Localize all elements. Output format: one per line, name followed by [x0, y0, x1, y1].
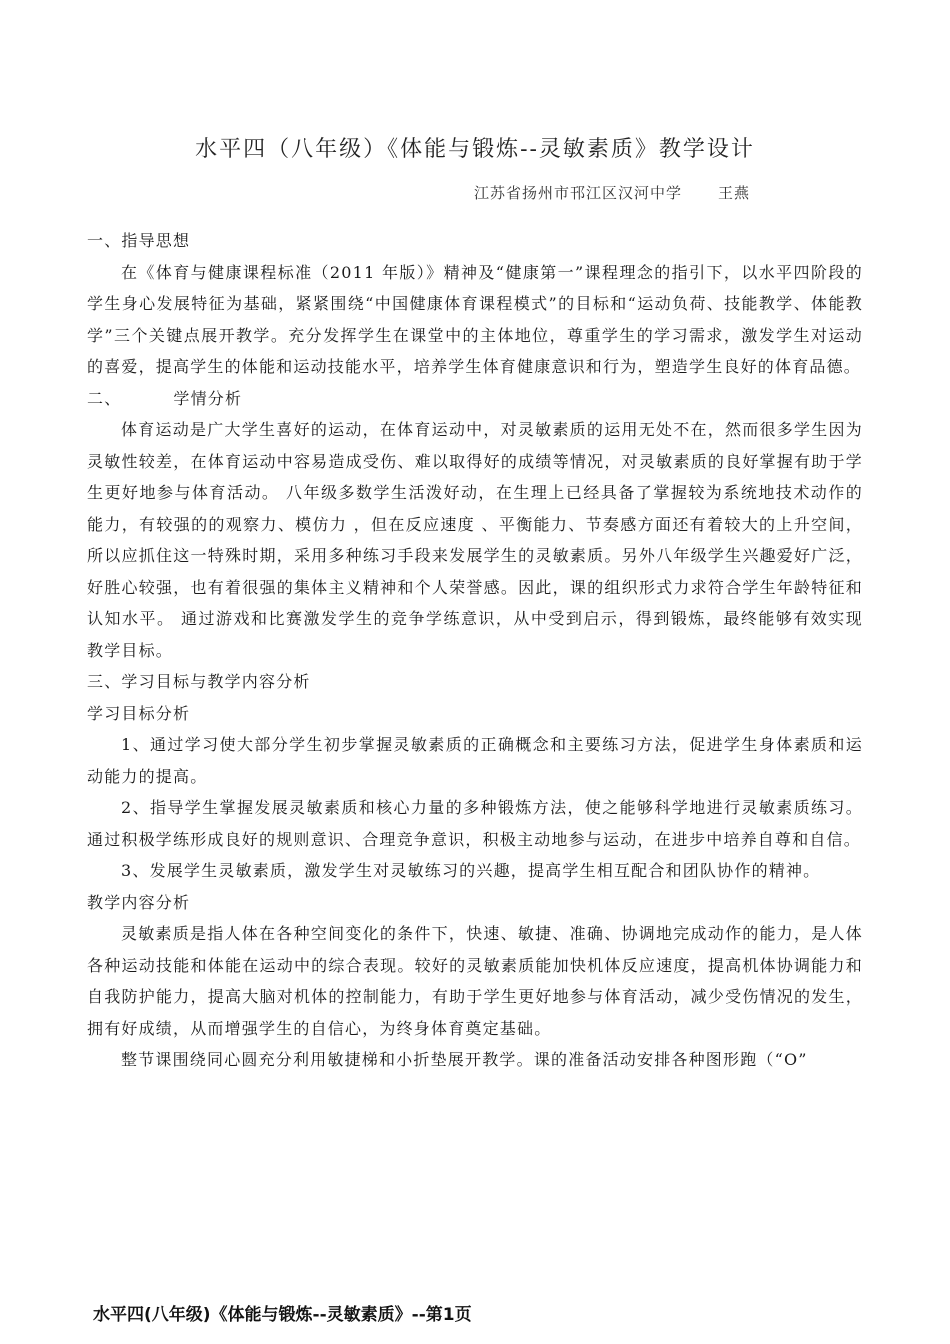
section-heading-objectives: 三、学习目标与教学内容分析 — [87, 672, 311, 691]
paragraph-student-analysis: 体育运动是广大学生喜好的运动，在体育运动中，对灵敏素质的运用无处不在，然而很多学生因为灵敏性较差，在体育运动中容易造成受伤、难以取得好的成绩等情况，对灵敏素质的良好掌握有助于学生更好地参与体育活动。 八年级多数学生活泼好动，在生理上已经具备了掌握较为系统地技术动作的能力，有较强的的观察力、模仿力 ，但在反应速度 、平衡能力、节奏感方面还有着较大的上升空间， 所以应抓住这一特殊时期，采用多种练习手段来发展学生的灵敏素质。另外八年级学生兴趣爱好广泛， 好胜心较强，也有着很强的集体主义精神和个人荣誉感。因此，课的组织形式力求符合学生年龄特征和认知水平。 通过游戏和比赛激发学生的竞争学练意识，从中受到启示，得到锻炼，最终能够有效实现教学目标。 — [87, 420, 863, 660]
section-heading-guiding-thought: 一、指导思想 — [87, 231, 191, 250]
author-organization: 江苏省扬州市邗江区汉河中学 — [474, 184, 683, 202]
subheading-content-analysis: 教学内容分析 — [87, 892, 191, 912]
author-line — [474, 182, 750, 203]
objective-item-1: 1、通过学习使大部分学生初步掌握灵敏素质的正确概念和主要练习方法，促进学生身体素质和运动能力的提高。 — [87, 735, 863, 786]
objective-item-2: 2、指导学生掌握发展灵敏素质和核心力量的多种锻炼方法，使之能够科学地进行灵敏素质练习。通过积极学练形成良好的规则意识、合理竞争意识，积极主动地参与运动，在进步中培养自尊和自信。 — [87, 798, 863, 849]
document-body — [87, 225, 863, 1076]
document-title: 水平四（八年级）《体能与锻炼--灵敏素质》教学设计 — [195, 137, 755, 162]
author-name: 王燕 — [718, 184, 751, 202]
section-number: 二、 — [87, 388, 122, 408]
section-title: 学情分析 — [173, 388, 243, 408]
paragraph-content-analysis-2: 整节课围绕同心圆充分利用敏捷梯和小折垫展开教学。课的准备活动安排各种图形跑（“O” — [121, 1050, 808, 1069]
subheading-objective-analysis: 学习目标分析 — [87, 703, 191, 723]
paragraph-content-analysis-1: 灵敏素质是指人体在各种空间变化的条件下，快速、敏捷、准确、协调地完成动作的能力，是人体各种运动技能和体能在运动中的综合表现。较好的灵敏素质能加快机体反应速度，提高机体协调能力和自我防护能力，提高大脑对机体的控制能力，有助于学生更好地参与体育活动，减少受伤情况的发生，拥有好成绩，从而增强学生的自信心，为终身体育奠定基础。 — [87, 924, 863, 1038]
objective-item-3: 3、发展学生灵敏素质，激发学生对灵敏练习的兴趣，提高学生相互配合和团队协作的精神。 — [121, 861, 821, 880]
page-footer: 水平四(八年级)《体能与锻炼--灵敏素质》--第1页 — [93, 1305, 472, 1325]
paragraph-guiding-thought: 在《体育与健康课程标准（2011 年版）》精神及“健康第一”课程理念的指引下，以水平四阶段的学生身心发展特征为基础，紧紧围绕“中国健康体育课程模式”的目标和“运动负荷、技能教学、体能教学”三个关键点展开教学。充分发挥学生在课堂中的主体地位，尊重学生的学习需求，激发学生对运动的喜爱，提高学生的体能和运动技能水平，培养学生体育健康意识和行为，塑造学生良好的体育品德。 — [87, 262, 863, 376]
section-heading-student-analysis — [87, 383, 863, 415]
